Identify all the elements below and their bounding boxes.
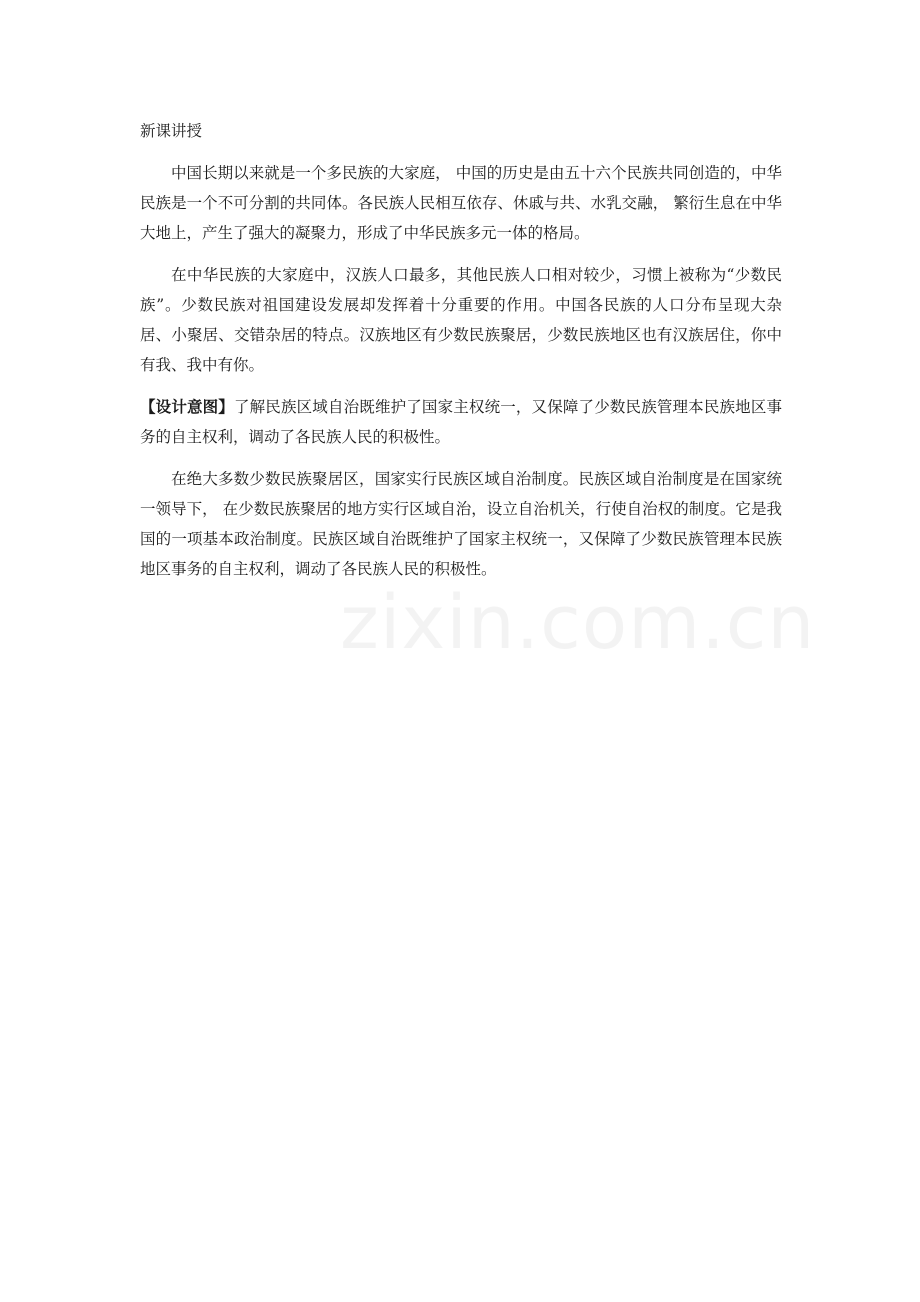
- paragraph-regional-autonomy: 在绝大多数少数民族聚居区，国家实行民族区域自治制度。民族区域自治制度是在国家统一领导下， 在少数民族聚居的地方实行区域自治，设立自治机关，行使自治权的制度。它是我国的一项基本政治制度。民族区域自治既维护了国家主权统一，又保障了少数民族管理本民族地区事务的自主权利，调动了各民族人民的积极性。: [140, 470, 782, 578]
- design-intent-text: 了解民族区域自治既维护了国家主权统一，又保障了少数民族管理本民族地区事务的自主权利，调动了各民族人民的积极性。: [140, 398, 782, 446]
- design-intent-label: 【设计意图】: [140, 397, 234, 416]
- paragraph-ethnic-distribution: 在中华民族的大家庭中，汉族人口最多，其他民族人口相对较少，习惯上被称为“少数民族”。少数民族对祖国建设发展却发挥着十分重要的作用。中国各民族的人口分布呈现大杂居、小聚居、交错杂居的特点。汉族地区有少数民族聚居，少数民族地区也有汉族居住，你中有我、我中有你。: [140, 266, 782, 374]
- document-body: [140, 116, 782, 596]
- paragraph-intro: 中国长期以来就是一个多民族的大家庭， 中国的历史是由五十六个民族共同创造的，中华民族是一个不可分割的共同体。各民族人民相互依存、休戚与共、水乳交融， 繁衍生息在中华大地上，产生了强大的凝聚力，形成了中华民族多元一体的格局。: [140, 164, 782, 242]
- section-title: 新课讲授: [140, 122, 203, 140]
- watermark: zixin.com.cn: [340, 580, 816, 666]
- paragraph-design-intent: [140, 392, 782, 452]
